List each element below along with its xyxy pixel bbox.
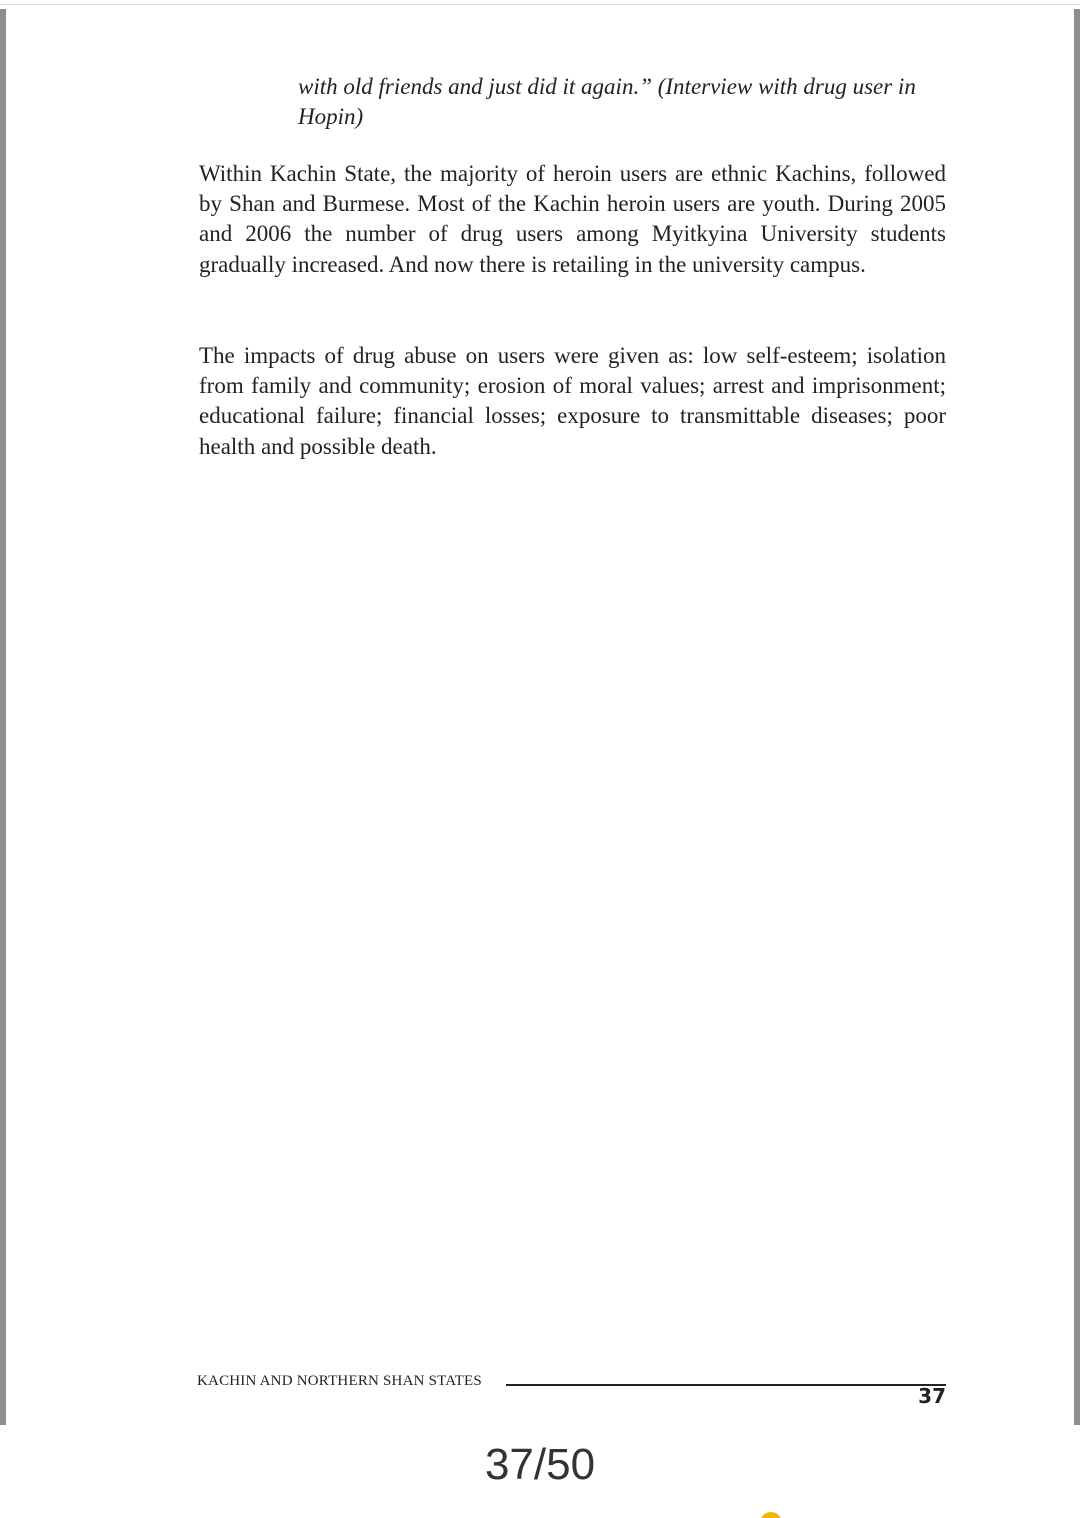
footer-rule	[506, 1384, 946, 1386]
page-edge-right	[1074, 9, 1080, 1425]
page-number: 37	[918, 1384, 946, 1408]
paragraph-heroin-users: Within Kachin State, the majority of heroin users are ethnic Kachins, followed by Shan and Burmese. Most of the Kachin heroin users are youth. During 2005 and 2006 the number of drug users among Myitkyina University students gradually increased. And now there is retailing in the university campus.	[199, 161, 946, 277]
scroll-handle[interactable]	[760, 1512, 782, 1518]
paragraph-drug-impacts: The impacts of drug abuse on users were given as: low self-esteem; isolation from family and community; erosion of moral values; arrest and imprisonment; educational failure; financial losses; exposure to transmittable diseases; poor health and possible death.	[199, 343, 946, 459]
document-page[interactable]	[0, 4, 1080, 1421]
page-edge-left	[0, 9, 6, 1425]
running-footer-title: KACHIN AND NORTHERN SHAN STATES	[197, 1373, 482, 1389]
interview-quote: with old friends and just did it again.” (Interview with drug user in Hopin)	[298, 74, 916, 129]
page-indicator: 37/50	[484, 1440, 596, 1489]
